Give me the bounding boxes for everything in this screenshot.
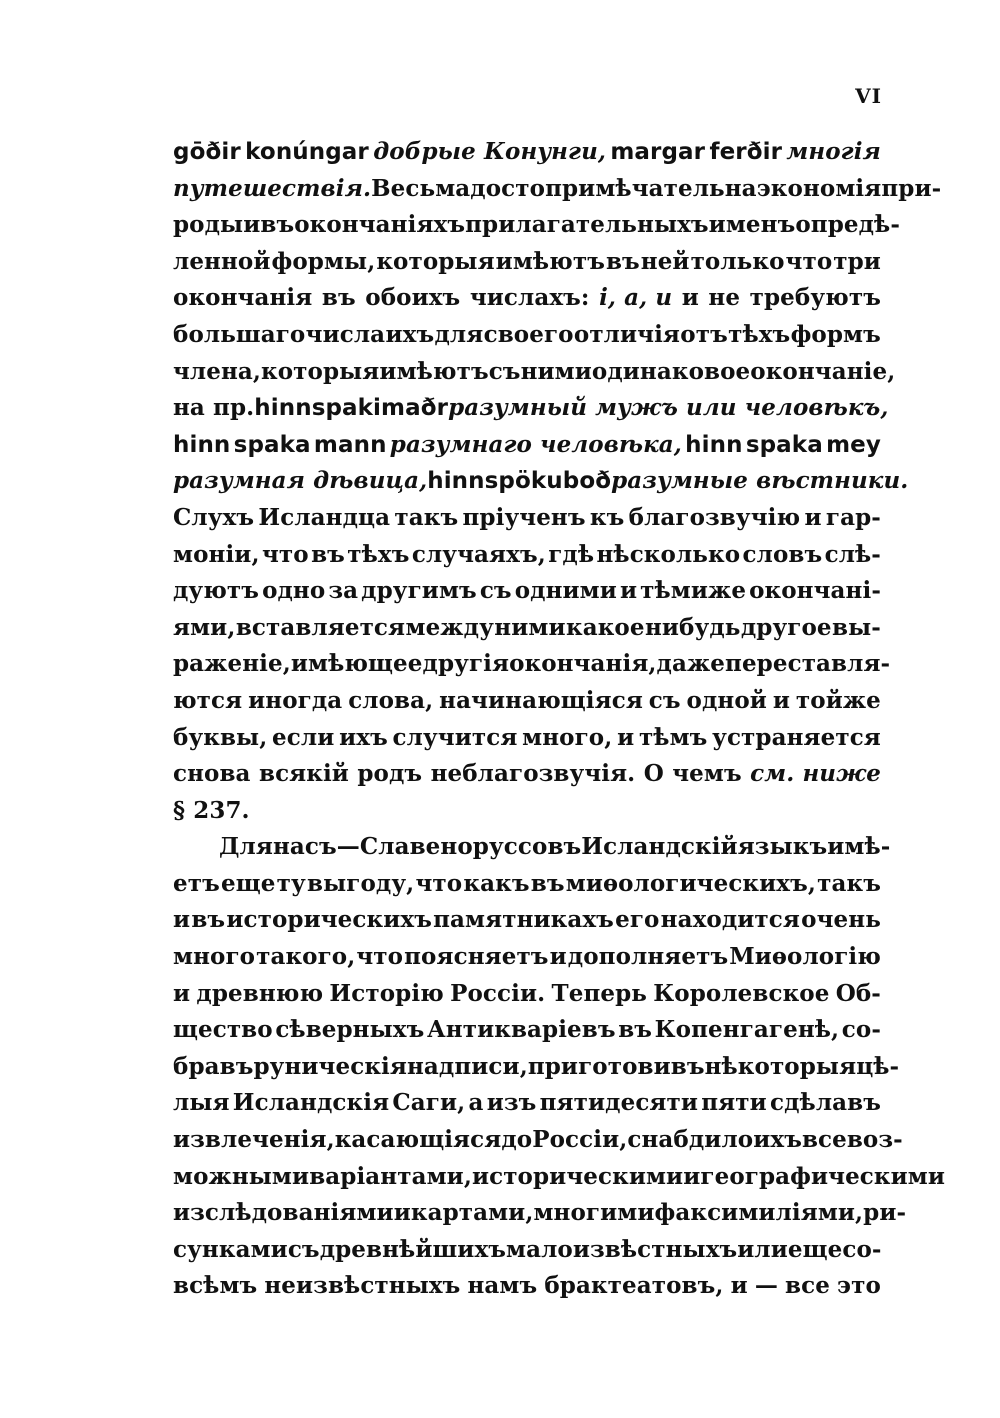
text-line: [173, 577, 881, 614]
word: окончаніяхъ: [294, 211, 466, 239]
word: члена,: [173, 357, 262, 385]
word: формъ: [790, 320, 881, 348]
word: нибудь: [644, 613, 741, 641]
word: одинаковое: [591, 357, 751, 385]
word: многими: [533, 1199, 655, 1227]
word: въ: [605, 247, 640, 275]
word: снабдило: [627, 1126, 754, 1154]
word: варіантами,: [309, 1162, 472, 1190]
word: Для: [219, 833, 273, 861]
word: spaka: [233, 431, 311, 458]
word: буквы,: [173, 723, 268, 751]
word: окончанія: [173, 284, 313, 312]
word: —: [336, 833, 360, 861]
word: переставля-: [725, 650, 891, 678]
word: гдѣ: [548, 540, 595, 568]
word: ихъ: [753, 1126, 802, 1154]
word: слѣ-: [824, 540, 881, 568]
word: начинающіяся: [439, 686, 643, 714]
word: тойже: [795, 686, 881, 714]
text-line: [173, 211, 900, 248]
word: историческихъ: [226, 906, 432, 934]
word: Королевское: [653, 979, 830, 1007]
word: konúngar: [245, 139, 369, 165]
word: отъ: [680, 320, 728, 348]
word: сунками: [173, 1235, 288, 1263]
word: пятидесяти: [539, 1089, 699, 1117]
word: одной: [686, 686, 767, 714]
word: и: [730, 1272, 748, 1300]
word: ferðir: [709, 139, 783, 165]
text-line: [173, 833, 891, 870]
word: чемъ: [672, 760, 742, 788]
word: и: [173, 979, 191, 1007]
word: находится: [660, 906, 800, 934]
word: ними: [494, 613, 566, 641]
word: его: [615, 906, 660, 934]
word: съ: [648, 686, 681, 714]
word: ются: [173, 686, 243, 714]
word: ленной: [173, 247, 271, 275]
word: только: [690, 247, 785, 275]
text-line: [173, 1126, 903, 1163]
text-line: [173, 1199, 907, 1236]
word: ней: [640, 247, 690, 275]
word: надписи,: [406, 1052, 528, 1080]
word: boð: [562, 468, 612, 495]
word: и: [804, 503, 822, 531]
word: сдѣлавъ: [770, 1089, 881, 1117]
word: нѣкоторыя: [704, 1052, 857, 1080]
word: а: [468, 1089, 484, 1117]
word: вы-: [832, 613, 881, 641]
word: большаго: [173, 320, 306, 348]
word: съ: [479, 577, 512, 605]
word: Об-: [835, 979, 881, 1007]
word: разумная дѣвица,: [173, 467, 428, 495]
word: Исландскія: [232, 1089, 390, 1117]
text-line: [173, 541, 881, 578]
word: окончанія,: [509, 650, 657, 678]
word: имѣ-: [827, 833, 891, 861]
word: картами,: [410, 1199, 534, 1227]
word: въ: [260, 211, 295, 239]
word: историческими: [471, 1162, 684, 1190]
word: цѣ-: [856, 1052, 900, 1080]
word: разумные вѣстники.: [611, 467, 909, 495]
word: hinn: [173, 431, 231, 458]
text-line: [173, 980, 881, 1017]
text-line: [173, 431, 881, 468]
word: много: [173, 943, 256, 971]
word: моніи,: [173, 540, 260, 568]
word: роды: [173, 211, 244, 239]
word: это: [837, 1272, 881, 1300]
word: ри-: [863, 1199, 907, 1227]
word: см. ниже: [750, 760, 881, 788]
text-line: [173, 724, 881, 761]
word: въ: [191, 906, 226, 934]
word: для: [434, 320, 484, 348]
word: за: [328, 577, 359, 605]
word: многія: [786, 138, 881, 165]
word: другимъ: [361, 577, 477, 605]
word: къ: [589, 503, 625, 531]
word: прилагательныхъ: [465, 211, 709, 239]
word: языкъ: [737, 833, 828, 861]
word: одно: [262, 577, 326, 605]
word: раженіе,: [173, 650, 291, 678]
text-line: [173, 1016, 881, 1053]
word: § 237.: [173, 796, 250, 824]
word: формы,: [271, 247, 376, 275]
word: етъ: [173, 869, 220, 897]
word: что: [415, 869, 463, 897]
word: много,: [522, 723, 613, 751]
word: опредѣ-: [795, 211, 900, 239]
word: такъ: [394, 503, 459, 531]
word: Слухъ: [173, 503, 255, 531]
word: всевоз-: [801, 1126, 903, 1154]
word: и: [681, 284, 699, 312]
word: изъ: [486, 1089, 537, 1117]
text-line: [173, 760, 881, 797]
word: обоихъ: [365, 284, 461, 312]
word: брактеатовъ,: [544, 1272, 724, 1300]
word: въ: [618, 1016, 653, 1044]
word: такого,: [256, 943, 356, 971]
word: сѣверныхъ: [275, 1016, 425, 1044]
word: не: [708, 284, 741, 312]
word: hinn: [685, 431, 743, 458]
word: иногда: [248, 686, 343, 714]
word: разумнаго человѣка,: [389, 430, 682, 458]
word: i, a, u: [599, 284, 673, 312]
word: пяти: [701, 1089, 767, 1117]
word: если: [272, 723, 335, 751]
word: —: [754, 1272, 778, 1300]
word: mann: [313, 431, 387, 458]
word: имѣютъ: [495, 247, 605, 275]
word: Саги,: [392, 1089, 466, 1117]
word: Исландскій: [581, 833, 738, 861]
word: какое: [565, 613, 645, 641]
word: руническія: [253, 1052, 407, 1080]
word: извѣстныхъ: [572, 1235, 738, 1263]
word: случится: [392, 723, 518, 751]
word: слова,: [348, 686, 434, 714]
word: О: [643, 760, 664, 788]
word: поясняетъ: [404, 943, 549, 971]
text-line: [173, 138, 881, 175]
word: отличія: [573, 320, 681, 348]
word: неизвѣстныхъ: [264, 1272, 461, 1300]
word: тѣмъ: [638, 723, 708, 751]
text-line: [173, 650, 891, 687]
word: одними: [514, 577, 617, 605]
word: при-: [881, 174, 942, 202]
word: снова: [173, 760, 251, 788]
word: hinn: [254, 395, 312, 422]
word: ихъ: [339, 723, 388, 751]
word: именъ: [708, 211, 796, 239]
word: какъ: [463, 869, 530, 897]
word: Россіи.: [450, 979, 546, 1007]
paragraph: [173, 138, 942, 833]
word: словъ: [742, 540, 823, 568]
word: и: [619, 577, 638, 605]
word: экономія: [756, 174, 882, 202]
word: факсимиліями,: [654, 1199, 864, 1227]
word: со-: [842, 1235, 882, 1263]
word: еще: [787, 1235, 843, 1263]
word: своего: [483, 320, 574, 348]
word: извлеченія,: [173, 1126, 335, 1154]
word: ту: [276, 869, 306, 897]
word: очень: [801, 906, 881, 934]
word: родъ: [357, 760, 423, 788]
word: и: [772, 686, 791, 714]
word: выгоду,: [307, 869, 415, 897]
word: между: [405, 613, 494, 641]
word: Славеноруссовъ: [359, 833, 582, 861]
word: разумный мужъ или человѣкъ,: [448, 394, 889, 422]
word: окончані-: [749, 577, 881, 605]
text-line: [173, 1162, 946, 1200]
word: и: [617, 723, 635, 751]
word: окончаніе,: [750, 357, 896, 385]
word: приготовивъ: [527, 1052, 705, 1080]
word: дополняетъ: [567, 943, 729, 971]
word: другія: [422, 650, 510, 678]
text-line: [173, 394, 889, 431]
word: gōðir: [173, 139, 241, 165]
word: тѣхъ: [347, 540, 410, 568]
word: въ: [311, 540, 345, 568]
word: spöku: [484, 468, 563, 495]
text-line: [173, 174, 942, 212]
word: Исландца: [258, 503, 391, 531]
word: достопримѣчательна: [470, 174, 757, 202]
text-line: [173, 614, 881, 651]
word: три: [833, 247, 881, 275]
word: даже: [656, 650, 726, 678]
word: со-: [841, 1016, 881, 1044]
word: дуютъ: [173, 577, 260, 605]
word: Копенгагенѣ,: [654, 1016, 840, 1044]
word: намъ: [467, 1272, 538, 1300]
word: другое: [740, 613, 832, 641]
text-line: [173, 284, 881, 321]
word: Исторію: [329, 979, 444, 1007]
word: требуютъ: [749, 284, 881, 312]
word: имѣющее: [290, 650, 423, 678]
word: ними: [520, 357, 592, 385]
text-line: [173, 687, 881, 724]
word: географическими: [700, 1162, 946, 1190]
word: и: [393, 1199, 411, 1227]
word: можными: [173, 1162, 310, 1190]
word: неблагозвучія.: [430, 760, 636, 788]
word: Весьма: [371, 174, 471, 202]
text-line: [173, 1089, 881, 1126]
text-line: [173, 870, 881, 907]
word: что: [261, 540, 309, 568]
word: на пр.: [173, 394, 255, 422]
word: съ: [488, 357, 521, 385]
word: щество: [173, 1016, 273, 1044]
word: устраняется: [712, 723, 881, 751]
word: вставляется: [235, 613, 406, 641]
text-line: [173, 906, 881, 943]
word: всякій: [258, 760, 349, 788]
word: тѣхъ: [728, 320, 791, 348]
word: числахъ:: [469, 284, 590, 312]
word: древнѣйшихъ: [319, 1235, 507, 1263]
text-line: [173, 357, 896, 395]
word: spaka: [745, 431, 823, 458]
word: и: [683, 1162, 701, 1190]
word: случаяхъ,: [411, 540, 546, 568]
text-line: [173, 797, 881, 834]
word: касающіяся: [334, 1126, 502, 1154]
word: изслѣдованіями: [173, 1199, 394, 1227]
text-line: [173, 1052, 900, 1090]
word: миѳологическихъ,: [565, 869, 816, 897]
word: spaki: [311, 395, 382, 422]
body-text: [173, 138, 946, 1309]
page-number: VI: [855, 84, 882, 108]
word: margar: [610, 139, 706, 165]
text-line: [173, 943, 881, 980]
word: и: [173, 906, 191, 934]
word: такъ: [817, 869, 881, 897]
word: что: [356, 943, 404, 971]
word: ихъ: [385, 320, 435, 348]
word: которыя: [261, 357, 380, 385]
word: до: [501, 1126, 533, 1154]
word: и: [549, 943, 567, 971]
text-line: [173, 321, 881, 358]
word: всѣмъ: [173, 1272, 258, 1300]
word: имѣютъ: [379, 357, 489, 385]
word: путешествія.: [173, 174, 372, 202]
word: или: [737, 1235, 788, 1263]
word: насъ: [272, 833, 337, 861]
word: древнюю: [196, 979, 324, 1007]
word: бравъ: [173, 1052, 254, 1080]
word: памятникахъ: [433, 906, 614, 934]
word: Теперь: [551, 979, 648, 1007]
word: съ: [287, 1235, 320, 1263]
word: тѣмиже: [640, 577, 747, 605]
word: въ: [530, 869, 565, 897]
word: и: [243, 211, 261, 239]
word: все: [785, 1272, 830, 1300]
word: hinn: [427, 468, 485, 495]
word: числа: [305, 320, 386, 348]
word: гар-: [825, 503, 881, 531]
text-line: [173, 1272, 881, 1309]
word: которыя: [376, 247, 495, 275]
text-line: [173, 1236, 881, 1273]
word: Миѳологію: [729, 943, 881, 971]
paragraph: [173, 833, 946, 1309]
word: лыя: [173, 1089, 230, 1117]
text-line: [173, 248, 881, 285]
word: mey: [826, 431, 881, 458]
word: maðr: [381, 395, 449, 422]
word: ями,: [173, 613, 236, 641]
word: что: [785, 247, 833, 275]
word: въ: [321, 284, 356, 312]
word: мало: [506, 1235, 573, 1263]
word: пріученъ: [462, 503, 586, 531]
word: еще: [221, 869, 276, 897]
word: благозвучію: [628, 503, 801, 531]
word: Россіи,: [532, 1126, 628, 1154]
word: добрые Конунги,: [373, 138, 607, 165]
word: нѣсколько: [596, 540, 741, 568]
text-line: [173, 467, 909, 504]
text-line: [173, 504, 881, 541]
word: Антикваріевъ: [426, 1016, 616, 1044]
